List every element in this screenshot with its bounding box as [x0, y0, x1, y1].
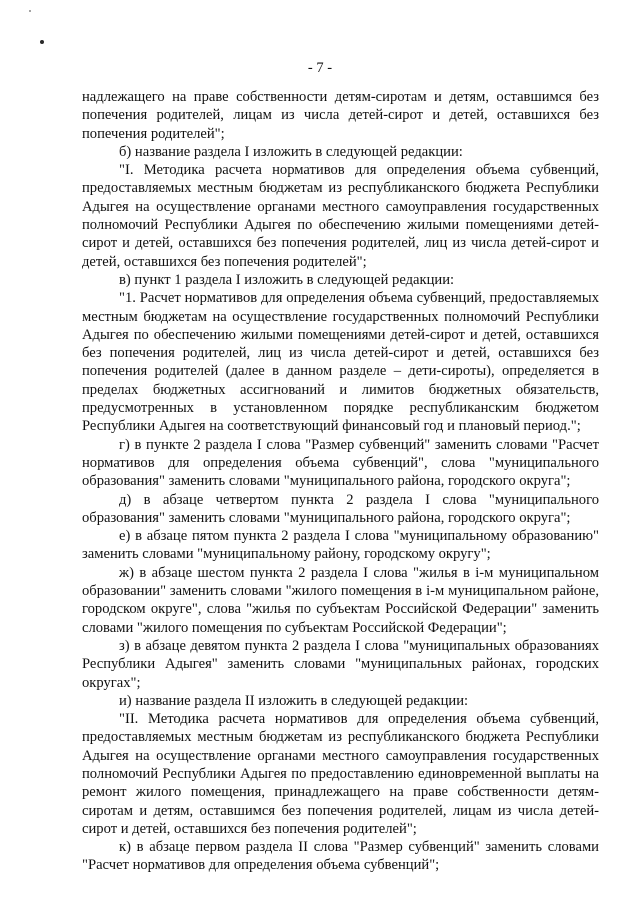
scan-dot-mark — [40, 40, 44, 44]
paragraph-item-z: з) в абзаце девятом пункта 2 раздела I слова "муниципальных образованиях Республики Адыгея" заменить словами "муниципальных районах, городских округах"; — [82, 637, 599, 691]
paragraph-item-zh: ж) в абзаце шестом пункта 2 раздела I слова "жилья в i-м муниципальном образовании" заменить словами "жилого помещения в i-м муниципальном районе, городском округе", слова "жилья по субъектам Российской Федерации" заменить словами "жилого помещения по субъектам Российской Федерации"; — [82, 564, 599, 636]
paragraph-point-1: "1. Расчет нормативов для определения объема субвенций, предоставляемых местным бюджетам на осуществление государственных полномочий Республики Адыгея по обеспечению жилыми помещениями детей-сирот и детей, оставшихся без попечения родителей, лиц из числа детей-сирот и детей, оставшихся без попечения родителей (далее в данном разделе – дети-сироты), определяется в пределах бюджетных ассигнований и лимитов бюджетных обязательств, предусмотренных в установленном порядке республиканским бюджетом Республики Адыгея на соответствующий финансовый год и плановый период."; — [82, 290, 599, 435]
scan-dot-mark — [29, 10, 31, 12]
paragraph-section-1-title: "I. Методика расчета нормативов для определения объема субвенций, предоставляемых местным бюджетам из республиканского бюджета Республики Адыгея на осуществление органами местного самоуправления государственных полномочий Республики Адыгея по обеспечению жилыми помещениями детей-сирот и детей, оставшихся без попечения родителей, лиц из числа детей-сирот и детей, оставшихся без попечения родителей"; — [82, 162, 599, 270]
paragraph-item-v: в) пункт 1 раздела I изложить в следующей редакции: — [119, 271, 455, 288]
paragraph-item-g: г) в пункте 2 раздела I слова "Размер субвенций" заменить словами "Расчет нормативов для определения объема субвенций", слова "муниципального образования" заменить словами "муниципального района, городского округа"; — [82, 436, 599, 490]
paragraph-item-e: е) в абзаце пятом пункта 2 раздела I слова "муниципальному образованию" заменить словами "муниципальному району, городскому округу"; — [82, 528, 599, 563]
page-number: - 7 - — [307, 60, 333, 76]
paragraph-item-d: д) в абзаце четвертом пункта 2 раздела I слова "муниципального образования" заменить словами "муниципального района, городского округа"; — [82, 491, 599, 526]
paragraph-section-2-title: "II. Методика расчета нормативов для определения объема субвенций, предоставляемых местным бюджетам из республиканского бюджета Республики Адыгея на осуществление органами местного самоуправления государственных полномочий Республики Адыгея по предоставлению единовременной выплаты на ремонт жилого помещения, принадлежащего на праве собственности детям-сиротам и детям, оставшимся без попечения родителей, лицам из числа детей-сирот и детей, оставшихся без попечения родителей"; — [82, 711, 599, 837]
paragraph-continuation: надлежащего на праве собственности детям-сиротам и детям, оставшимся без попечения родителей, лицам из числа детей-сирот и детей, оставшихся без попечения родителей"; — [82, 89, 599, 142]
paragraph-item-b: б) название раздела I изложить в следующей редакции: — [119, 143, 463, 160]
paragraph-item-i: и) название раздела II изложить в следующей редакции: — [119, 692, 469, 709]
document-body — [82, 88, 599, 875]
paragraph-item-k: к) в абзаце первом раздела II слова "Размер субвенций" заменить словами "Расчет нормативов для определения объема субвенций"; — [82, 839, 599, 874]
